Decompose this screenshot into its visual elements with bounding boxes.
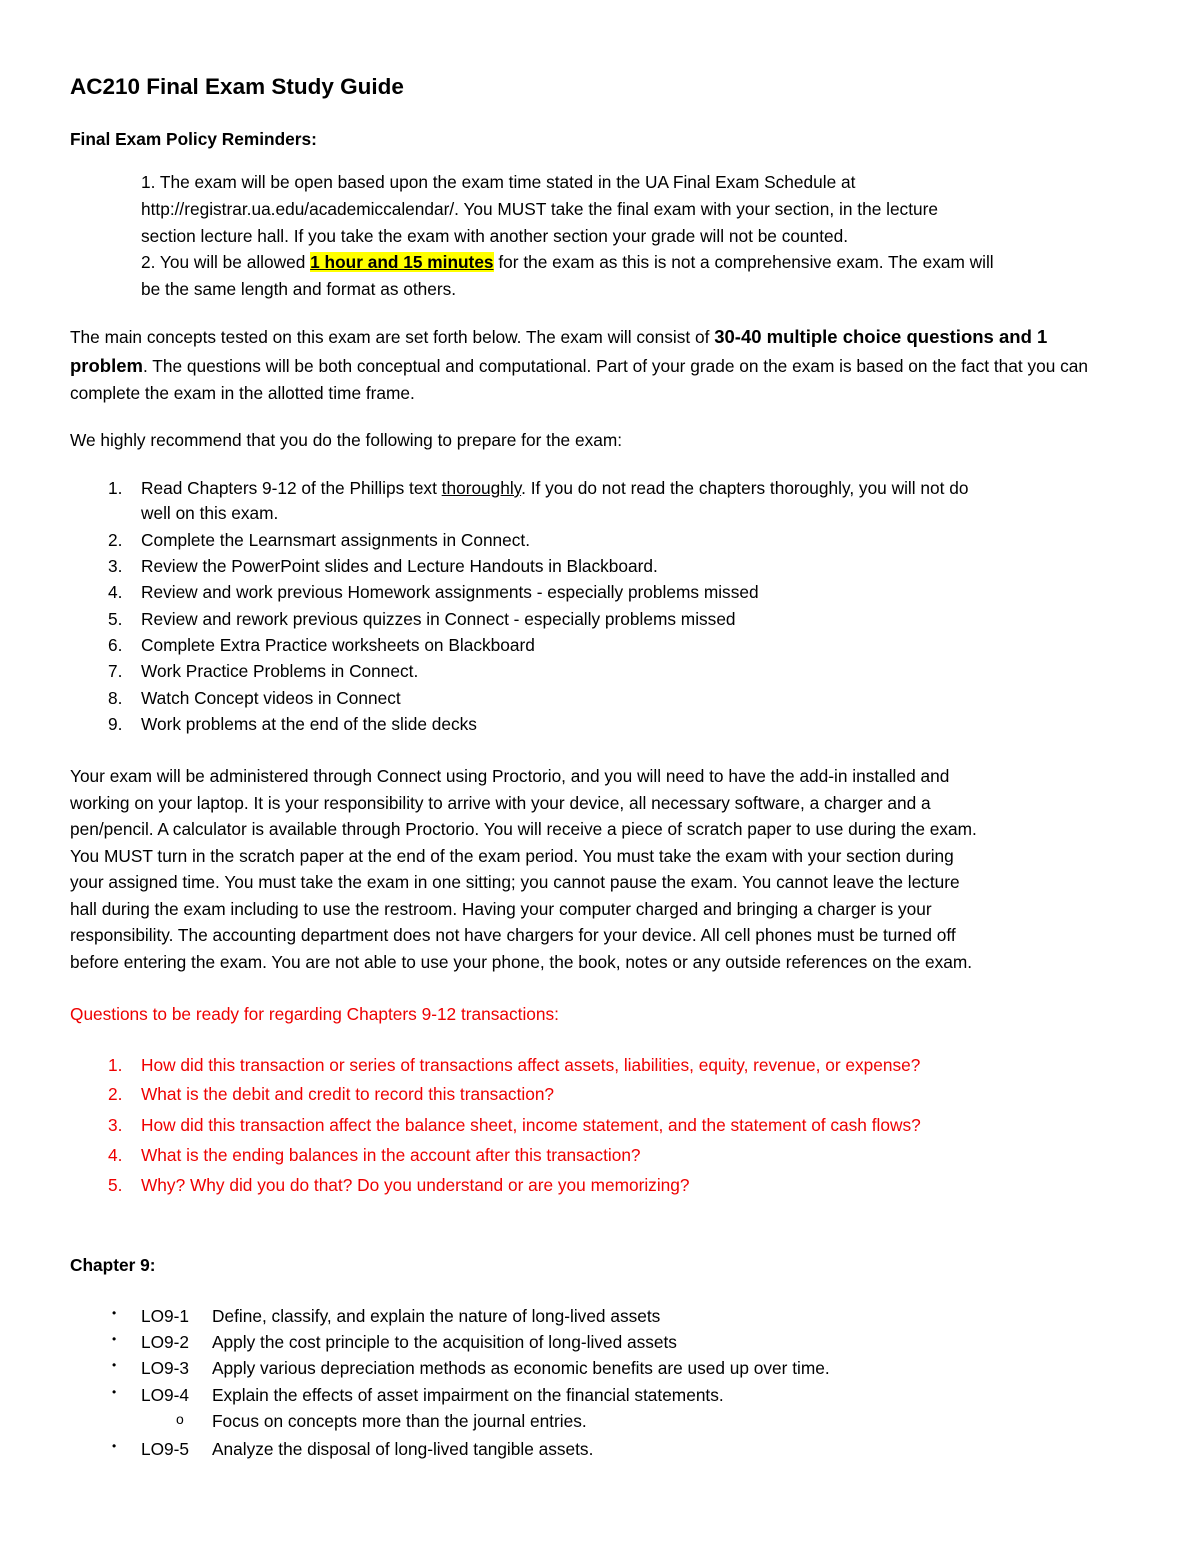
question-3: 3. How did this transaction affect the balance sheet, income statement, and the statement of cash flows? (108, 1115, 921, 1135)
study-step-1: 1. Read Chapters 9-12 of the Phillips text thoroughly. If you do not read the chapters thoroughly, you will not do (108, 478, 969, 498)
objective-lo9-4-subitem: o Focus on concepts more than the journal entries. (176, 1411, 587, 1431)
policy-item-2-text-end: for the exam as this is not a comprehensive exam. The exam will (493, 252, 994, 272)
chapter-heading: Chapter 9: (70, 1255, 156, 1275)
policy-item-1-line-2: http://registrar.ua.edu/academiccalendar/. You MUST take the final exam with your section, in the lecture (141, 199, 938, 219)
sub-bullet-icon: o (176, 1411, 184, 1427)
highlighted-duration: 1 hour and 15 minutes (310, 252, 494, 272)
intro-text-end: . The questions will be both conceptual and computational. Part of your grade on the exam is based on the fact that you can complete the exam in the allotted time frame. (70, 355, 1088, 403)
study-step-7: 7. Work Practice Problems in Connect. (108, 661, 419, 681)
admin-line: Your exam will be administered through Connect using Proctorio, and you will need to have the add-in installed and (70, 766, 950, 786)
intro-paragraph (70, 323, 1130, 408)
questions-heading: Questions to be ready for regarding Chapters 9-12 transactions: (70, 1004, 559, 1024)
study-step-1-cont: well on this exam. (141, 503, 279, 523)
bullet-icon: • (112, 1332, 117, 1346)
question-5: 5. Why? Why did you do that? Do you understand or are you memorizing? (108, 1175, 690, 1195)
policy-item-1-line-3: section lecture hall. If you take the exam with another section your grade will not be counted. (141, 226, 849, 246)
study-step-4: 4. Review and work previous Homework assignments - especially problems missed (108, 582, 759, 602)
bullet-icon: • (112, 1306, 117, 1320)
study-step-3: 3. Review the PowerPoint slides and Lecture Handouts in Blackboard. (108, 556, 658, 576)
objective-lo9-5: • LO9-5 Analyze the disposal of long-lived tangible assets. (112, 1439, 594, 1459)
intro-text-start: The main concepts tested on this exam are set forth below. The exam will consist of (70, 327, 715, 347)
study-step-5: 5. Review and rework previous quizzes in Connect - especially problems missed (108, 609, 736, 629)
policy-heading: Final Exam Policy Reminders: (70, 129, 317, 149)
study-step-9: 9. Work problems at the end of the slide decks (108, 714, 477, 734)
question-2: 2. What is the debit and credit to record this transaction? (108, 1084, 555, 1104)
bullet-icon: • (112, 1439, 117, 1453)
document-title: AC210 Final Exam Study Guide (70, 74, 404, 99)
question-1: 1. How did this transaction or series of transactions affect assets, liabilities, equity, revenue, or expense? (108, 1055, 921, 1075)
study-step-8: 8. Watch Concept videos in Connect (108, 688, 401, 708)
objective-lo9-4: • LO9-4 Explain the effects of asset impairment on the financial statements. (112, 1385, 724, 1405)
study-step-6: 6. Complete Extra Practice worksheets on Blackboard (108, 635, 535, 655)
admin-line: your assigned time. You must take the exam in one sitting; you cannot pause the exam. You cannot leave the lecture (70, 872, 960, 892)
policy-item-2-text-start: You will be allowed (159, 252, 311, 272)
admin-line: hall during the exam including to use the restroom. Having your computer charged and bringing a charger is your (70, 899, 932, 919)
admin-line: working on your laptop. It is your responsibility to arrive with your device, all necessary software, a charger and a (70, 793, 931, 813)
policy-item-1 (141, 172, 855, 193)
policy-item-2-line-2: be the same length and format as others. (141, 279, 457, 299)
policy-item-2-number: 2. (141, 252, 156, 272)
objective-lo9-1: • LO9-1 Define, classify, and explain the nature of long-lived assets (112, 1306, 661, 1326)
admin-line: before entering the exam. You are not able to use your phone, the book, notes or any outside references on the exam. (70, 952, 973, 972)
study-step-2: 2. Complete the Learnsmart assignments in Connect. (108, 530, 531, 550)
admin-line: pen/pencil. A calculator is available through Proctorio. You will receive a piece of scratch paper to use during the exam. (70, 819, 977, 839)
bullet-icon: • (112, 1358, 117, 1372)
question-4: 4. What is the ending balances in the account after this transaction? (108, 1145, 641, 1165)
admin-line: responsibility. The accounting department does not have chargers for your device. All cell phones must be turned off (70, 925, 956, 945)
policy-item-2 (141, 252, 994, 273)
objective-lo9-2: • LO9-2 Apply the cost principle to the acquisition of long-lived assets (112, 1332, 677, 1352)
emphasis-thoroughly: thoroughly (441, 478, 522, 498)
admin-line: You MUST turn in the scratch paper at the end of the exam period. You must take the exam with your section during (70, 846, 954, 866)
intro-bold-text: 30-40 multiple choice questions and 1 problem (70, 326, 1048, 376)
policy-item-1-line-1: The exam will be open based upon the exam time stated in the UA Final Exam Schedule at (159, 172, 856, 192)
bullet-icon: • (112, 1385, 117, 1399)
objective-lo9-3: • LO9-3 Apply various depreciation methods as economic benefits are used up over time. (112, 1358, 830, 1378)
policy-item-1-number: 1. (141, 172, 156, 192)
recommend-text: We highly recommend that you do the following to prepare for the exam: (70, 430, 623, 450)
